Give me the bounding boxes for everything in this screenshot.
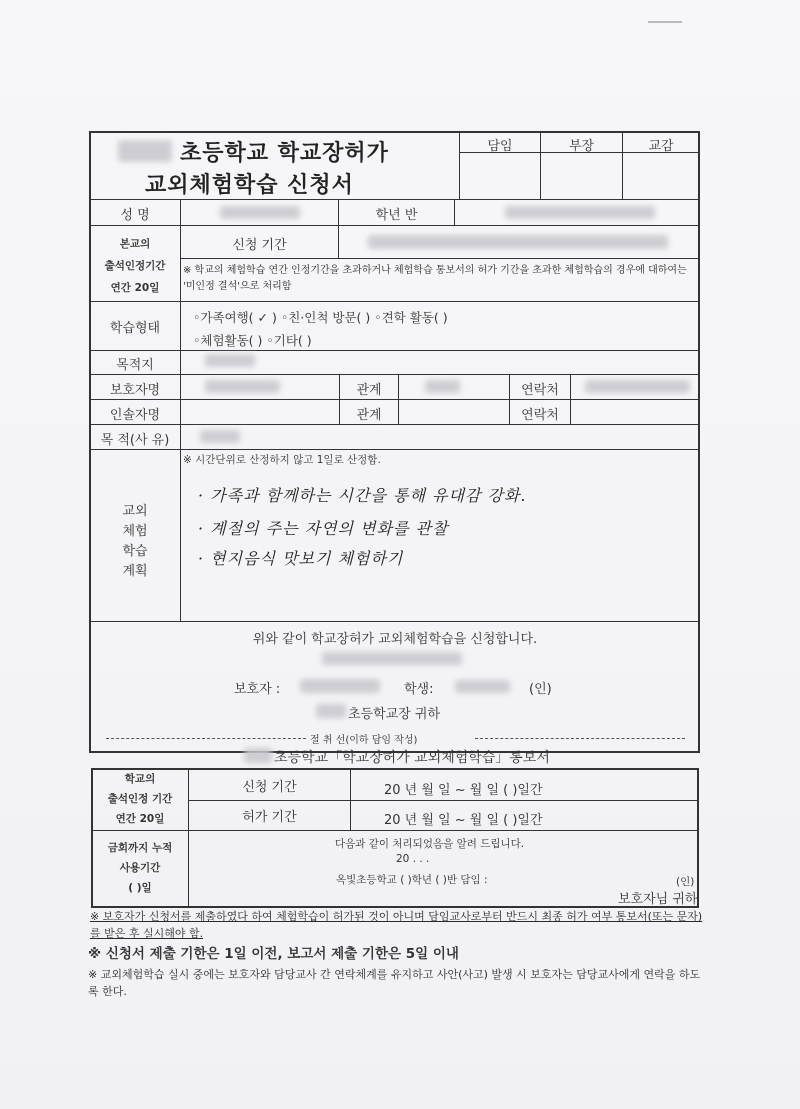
plan-label-2: 체험 (122, 524, 148, 539)
approval-homeroom-label: 담임 (487, 139, 513, 154)
form-title-line1: 초등학교 학교장허가 (180, 141, 389, 166)
attendance-label-1: 본교의 (119, 238, 151, 250)
learning-type-line1: ◦가족여행( ✓ ) ◦친·인척 방문( ) ◦견학 활동( ) (193, 310, 448, 325)
redacted-school-name (118, 140, 172, 162)
plan-label-3: 학습 (122, 544, 148, 559)
redacted-grade-class (505, 206, 655, 219)
used-days-label-2: 사용기간 (119, 862, 161, 874)
redacted-student-name (455, 680, 510, 693)
notice-allow-period-label: 허가 기간 (242, 810, 297, 825)
notice-attendance-label-2: 출석인정 기간 (107, 793, 173, 805)
approval-head-label: 부장 (568, 139, 595, 154)
escort-relation-label: 관계 (356, 408, 382, 423)
redacted-school-name-3 (244, 748, 272, 763)
plan-item-1: · 가족과 함께하는 시간을 통해 유대감 강화. (198, 486, 527, 505)
approval-vice-principal-label: 교감 (648, 139, 674, 154)
notice-apply-period-value: 20 년 월 일 ~ 월 일 ( )일간 (384, 783, 543, 798)
teacher-line: 옥빛초등학교 ( )학년 ( )반 담임 : (336, 874, 488, 886)
learning-type-label: 학습형태 (109, 321, 161, 336)
applicant-seal: (인) (529, 682, 552, 697)
guardian-sign-label: 보호자 : (234, 682, 281, 697)
form-title-line2: 교외체험학습 신청서 (145, 173, 354, 198)
attendance-note: ※ 학교의 체험학습 연간 인정기간을 초과하거나 체험학습 통보서의 허가 기간을 초과한 체험학습의 경우에 대하여는 '미인정 결석'으로 처리함 (183, 265, 687, 292)
used-days-label-3: ( )일 (128, 882, 152, 894)
footnote-1: ※ 보호자가 신청서를 제출하였다 하여 체험학습이 허가된 것이 아니며 담임교사로부터 반드시 최종 허가 여부 통보서(또는 문자)를 받은 후 실시해야 함. (90, 910, 703, 940)
guardian-relation-label: 관계 (356, 383, 382, 398)
grade-class-label: 학년 반 (375, 208, 418, 223)
notice-allow-period-value: 20 년 월 일 ~ 월 일 ( )일간 (384, 813, 543, 828)
principal-addressee: 초등학교장 귀하 (348, 707, 441, 722)
footnote-2: ※ 신청서 제출 기한은 1일 이전, 보고서 제출 기한은 5일 이내 (88, 946, 459, 962)
notice-attendance-label-1: 학교의 (124, 773, 156, 785)
redacted-guardian-contact (585, 380, 690, 393)
escort-name-label: 인솔자명 (109, 408, 161, 423)
decorative-dash (648, 21, 682, 23)
decision-date: 20 . . . (396, 853, 430, 865)
redacted-purpose (200, 430, 240, 443)
redacted-application-period (368, 235, 668, 249)
notice-attendance-label-3: 연간 20일 (115, 813, 165, 825)
destination-label: 목적지 (116, 358, 154, 373)
cut-line-left (106, 738, 306, 739)
redacted-guardian-name (205, 380, 280, 393)
used-days-label-1: 금회까지 누적 (107, 842, 173, 854)
guardian-name-label: 보호자명 (109, 383, 161, 398)
name-label: 성 명 (120, 208, 150, 223)
to-guardian: 보호자님 귀하 (618, 892, 698, 907)
purpose-label: 목 적(사 유) (100, 433, 170, 448)
redacted-destination (205, 354, 255, 367)
apply-statement: 위와 같이 학교장허가 교외체험학습을 신청합니다. (252, 632, 538, 647)
application-period-label: 신청 기간 (232, 238, 287, 253)
notice-apply-period-label: 신청 기간 (242, 780, 297, 795)
plan-item-2: · 계절의 주는 자연의 변화를 관찰 (198, 519, 449, 538)
redacted-school-name-2 (316, 704, 346, 718)
cut-line-label: 절 취 선(이하 담임 작성) (310, 735, 418, 746)
footnote-3: ※ 교외체험학습 실시 중에는 보호자와 담당교사 간 연락체계를 유지하고 사안(사고) 발생 시 보호자는 담당교사에게 연락을 하도록 한다. (88, 968, 701, 998)
decision-text: 다음과 같이 처리되었음을 알려 드립니다. (335, 838, 525, 850)
attendance-label-2: 출석인정기간 (104, 260, 166, 272)
plan-item-3: · 현지음식 맛보기 체험하기 (198, 549, 404, 568)
student-sign-label: 학생: (404, 682, 434, 697)
redacted-guardian-signature (300, 679, 380, 693)
redacted-apply-date (322, 652, 462, 665)
notice-title: 초등학교「학교장허가 교외체험학습」통보서 (274, 750, 550, 766)
guardian-contact-label: 연락처 (521, 383, 559, 398)
teacher-seal: (인) (676, 876, 695, 888)
learning-type-line2: ◦체험활동( ) ◦기타( ) (193, 333, 312, 348)
plan-label-1: 교외 (122, 504, 148, 519)
redacted-relation (425, 380, 460, 393)
cut-line-right (475, 738, 685, 739)
plan-note: ※ 시간단위로 산정하지 않고 1일로 산정함. (183, 454, 381, 466)
redacted-name (220, 206, 300, 219)
escort-contact-label: 연락처 (521, 408, 559, 423)
attendance-label-3: 연간 20일 (110, 282, 160, 294)
plan-label-4: 계획 (122, 564, 148, 579)
